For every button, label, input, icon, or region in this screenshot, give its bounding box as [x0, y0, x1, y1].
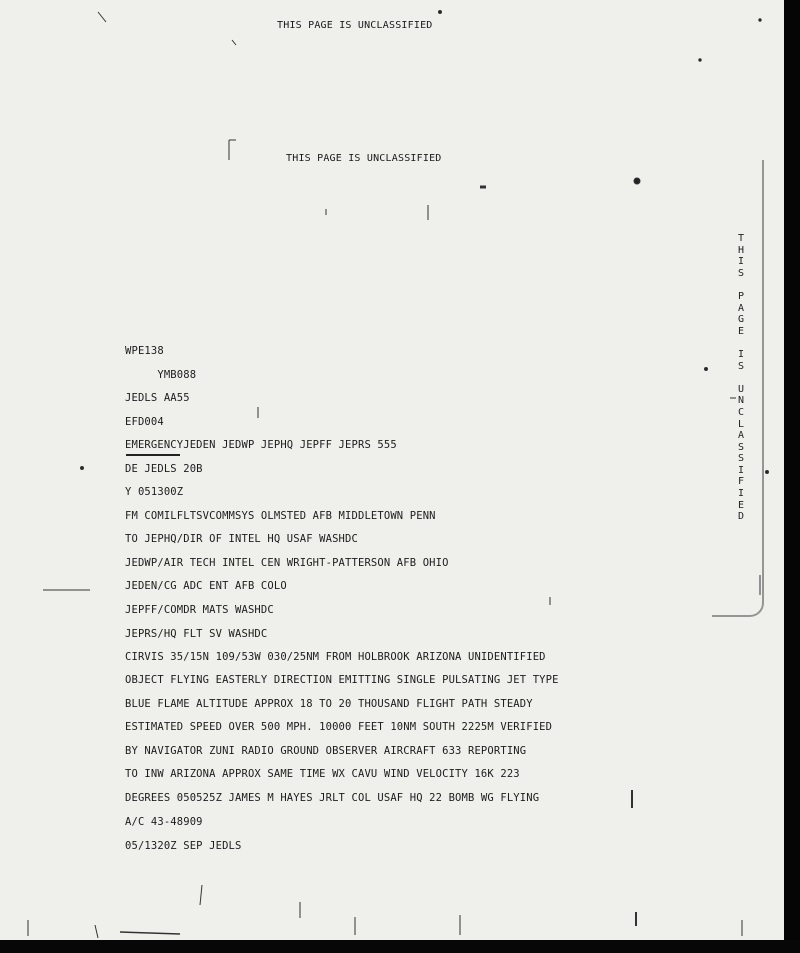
- stamp-letter: N: [737, 395, 745, 407]
- stamp-letter: I: [737, 488, 745, 500]
- stamp-letter: S: [737, 267, 745, 279]
- stamp-letter: L: [737, 418, 745, 430]
- stamp-gap: [735, 372, 747, 384]
- stamp-letter: I: [737, 256, 745, 268]
- scan-border-right: [784, 0, 800, 953]
- stamp-letter: S: [737, 441, 745, 453]
- classification-header-top: THIS PAGE IS UNCLASSIFIED: [277, 20, 433, 31]
- teletype-line: JEDLS AA55: [125, 392, 190, 404]
- stamp-letter: S: [737, 453, 745, 465]
- stamp-letter: A: [737, 302, 745, 314]
- teletype-line: JEPRS/HQ FLT SV WASHDC: [125, 628, 268, 640]
- stamp-letter: E: [737, 499, 745, 511]
- teletype-line: DEGREES 050525Z JAMES M HAYES JRLT COL USAF HQ 22 BOMB WG FLYING: [125, 792, 540, 804]
- stamp-letter: H: [737, 244, 745, 256]
- teletype-line: ESTIMATED SPEED OVER 500 MPH. 10000 FEET 10NM SOUTH 2225M VERIFIED: [125, 721, 553, 733]
- handwritten-underline: [126, 454, 180, 456]
- stamp-gap: [735, 337, 747, 349]
- teletype-line: BY NAVIGATOR ZUNI RADIO GROUND OBSERVER AIRCRAFT 633 REPORTING: [125, 745, 527, 757]
- teletype-line: CIRVIS 35/15N 109/53W 030/25NM FROM HOLBROOK ARIZONA UNIDENTIFIED: [125, 651, 546, 663]
- stamp-letter: A: [737, 430, 745, 442]
- teletype-line: JEPFF/COMDR MATS WASHDC: [125, 604, 274, 616]
- classification-header-middle: THIS PAGE IS UNCLASSIFIED: [286, 153, 442, 164]
- teletype-line: TO JEPHQ/DIR OF INTEL HQ USAF WASHDC: [125, 533, 358, 545]
- teletype-line: FM COMILFLTSVCOMMSYS OLMSTED AFB MIDDLETOWN PENN: [125, 510, 436, 522]
- teletype-line: Y 051300Z: [125, 486, 184, 498]
- stamp-gap: [735, 279, 747, 291]
- scan-border-bottom: [0, 940, 800, 953]
- teletype-line: EFD004: [125, 416, 164, 428]
- stamp-letter: C: [737, 406, 745, 418]
- teletype-line: 05/1320Z SEP JEDLS: [125, 840, 242, 852]
- teletype-line: A/C 43-48909: [125, 816, 203, 828]
- teletype-line: WPE138: [125, 345, 164, 357]
- teletype-line: TO INW ARIZONA APPROX SAME TIME WX CAVU WIND VELOCITY 16K 223: [125, 768, 520, 780]
- teletype-line: OBJECT FLYING EASTERLY DIRECTION EMITTING SINGLE PULSATING JET TYPE: [125, 674, 559, 686]
- stamp-letter: E: [737, 325, 745, 337]
- teletype-line: DE JEDLS 20B: [125, 463, 203, 475]
- stamp-letter: F: [737, 476, 745, 488]
- stamp-letter: I: [737, 464, 745, 476]
- stamp-letter: I: [737, 348, 745, 360]
- stamp-letter: D: [737, 511, 745, 523]
- stamp-letter: P: [737, 290, 745, 302]
- teletype-line: YMB088: [125, 369, 197, 381]
- teletype-line: JEDWP/AIR TECH INTEL CEN WRIGHT-PATTERSON AFB OHIO: [125, 557, 449, 569]
- stamp-letter: S: [737, 360, 745, 372]
- side-classification-stamp: [735, 233, 747, 523]
- teletype-line: BLUE FLAME ALTITUDE APPROX 18 TO 20 THOUSAND FLIGHT PATH STEADY: [125, 698, 533, 710]
- stamp-letter: U: [737, 383, 745, 395]
- teletype-line: EMERGENCYJEDEN JEDWP JEPHQ JEPFF JEPRS 555: [125, 439, 397, 451]
- stamp-letter: G: [737, 314, 745, 326]
- teletype-line: JEDEN/CG ADC ENT AFB COLO: [125, 580, 287, 592]
- stamp-letter: T: [737, 233, 745, 244]
